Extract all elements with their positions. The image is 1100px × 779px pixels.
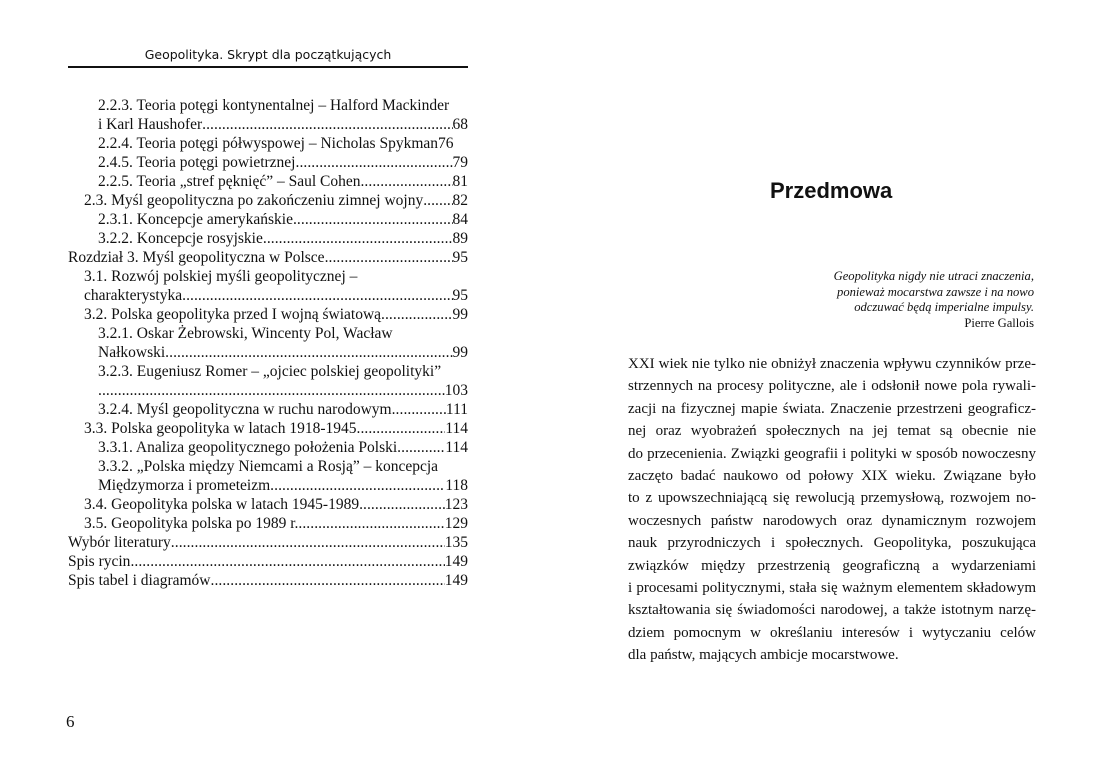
toc-leader-dots bbox=[98, 381, 445, 400]
toc-entry-page: 84 bbox=[452, 211, 468, 228]
toc-entry bbox=[68, 533, 468, 552]
toc-leader-dots bbox=[202, 115, 452, 134]
toc-entry bbox=[68, 115, 468, 134]
toc-entry-page: 68 bbox=[452, 116, 468, 133]
toc-entry-page: 129 bbox=[444, 515, 468, 532]
toc-entry-page: 114 bbox=[445, 420, 468, 437]
toc-entry-title: 2.4.5. Teoria potęgi powietrznej bbox=[98, 154, 296, 171]
toc-entry-page: 79 bbox=[452, 154, 468, 171]
toc-leader-dots bbox=[360, 172, 452, 191]
toc-leader-dots bbox=[165, 343, 452, 362]
toc-entry-title: Spis rycin bbox=[68, 553, 131, 570]
toc-entry bbox=[68, 153, 468, 172]
toc-leader-dots bbox=[392, 400, 446, 419]
toc-entry bbox=[68, 96, 468, 115]
toc-leader-dots bbox=[397, 438, 445, 457]
toc-entry-title: 2.3. Myśl geopolityczna po zakończeniu zimnej wojny bbox=[84, 192, 424, 209]
body-line: związków między przestrzenią geograficzną a wydarzeniami bbox=[628, 557, 1036, 574]
body-line: nej oraz wyobrażeń społecznych na jej temat są obecnie nie bbox=[628, 423, 1036, 440]
toc-entry-title: 2.2.5. Teoria „stref pęknięć” – Saul Cohen bbox=[98, 173, 361, 190]
page-number: 6 bbox=[66, 712, 75, 731]
toc-entry-title: Spis tabel i diagramów bbox=[68, 572, 211, 589]
epigraph-line: ponieważ mocarstwa zawsze i na nowo bbox=[837, 284, 1034, 299]
toc-entry-title: 3.3.2. „Polska między Niemcami a Rosją” – koncepcja bbox=[98, 458, 439, 475]
toc-entry bbox=[68, 457, 468, 476]
toc-entry-title: 3.3.1. Analiza geopolitycznego położenia Polski bbox=[98, 439, 398, 456]
toc-entry-title: Rozdział 3. Myśl geopolityczna w Polsce bbox=[68, 249, 325, 266]
toc-entry bbox=[68, 248, 468, 267]
body-line: to z upowszechniającą się rewolucją przemysłową, rozwojem no- bbox=[628, 490, 1036, 507]
toc-entry-page: 149 bbox=[444, 572, 468, 589]
toc-entry-title: 3.2.1. Oskar Żebrowski, Wincenty Pol, Wacław bbox=[98, 325, 393, 342]
toc-entry bbox=[68, 419, 468, 438]
toc-entry-title: 2.2.3. Teoria potęgi kontynentalnej – Halford Mackinder bbox=[98, 97, 450, 114]
toc-entry-title: 3.2. Polska geopolityka przed I wojną światową bbox=[84, 306, 382, 323]
toc-entry-title: 3.2.4. Myśl geopolityczna w ruchu narodowym bbox=[98, 401, 392, 418]
toc-entry-page: 103 bbox=[444, 382, 468, 399]
toc-entry bbox=[68, 324, 468, 343]
toc-leader-dots bbox=[423, 191, 452, 210]
toc-entry-page: 99 bbox=[452, 306, 468, 323]
body-line: nauk przyrodniczych i społecznych. Geopolityka, poszukująca bbox=[628, 535, 1036, 552]
toc-leader-dots bbox=[211, 571, 445, 590]
toc-entry bbox=[68, 172, 468, 191]
toc-leader-dots bbox=[359, 495, 445, 514]
toc-leader-dots bbox=[293, 210, 453, 229]
body-line: zaczęto badać naukowo od połowy XIX wieku. Związane było bbox=[628, 467, 1036, 484]
toc-entry bbox=[68, 552, 468, 571]
header-rule bbox=[68, 66, 468, 68]
toc-entry-page: 95 bbox=[452, 287, 468, 304]
toc-entry-title: 3.1. Rozwój polskiej myśli geopolitycznej – bbox=[84, 268, 358, 285]
toc-entry bbox=[68, 476, 468, 495]
body-line: dla państw, mających ambicje mocarstwowe. bbox=[628, 647, 899, 664]
running-header: Geopolityka. Skrypt dla początkujących bbox=[144, 47, 392, 62]
toc-entry-page: 118 bbox=[445, 477, 468, 494]
toc-leader-dots bbox=[130, 552, 444, 571]
toc-entry-title: charakterystyka bbox=[84, 287, 183, 304]
toc-entry bbox=[68, 362, 468, 381]
right-page bbox=[550, 0, 1100, 779]
toc-entry bbox=[68, 438, 468, 457]
toc-leader-dots bbox=[381, 305, 452, 324]
toc-leader-dots bbox=[263, 229, 453, 248]
body-line: do przecenienia. Związki geografii i polityki w sposób nowoczesny bbox=[628, 445, 1036, 462]
toc-leader-dots bbox=[171, 533, 445, 552]
toc-entry-title: Międzymorza i prometeizm bbox=[98, 477, 271, 494]
toc-entry-page: 123 bbox=[444, 496, 468, 513]
toc-entry-title: 2.3.1. Koncepcje amerykańskie bbox=[98, 211, 293, 228]
toc-entry bbox=[68, 267, 468, 286]
toc-entry-page: 76 bbox=[438, 135, 454, 152]
toc-entry-title: 2.2.4. Teoria potęgi półwyspowej – Nicholas Spykman bbox=[98, 135, 439, 152]
toc-entry-page: 82 bbox=[452, 192, 468, 209]
toc-entry bbox=[68, 400, 468, 419]
toc-entry bbox=[68, 343, 468, 362]
toc-entry-page: 114 bbox=[445, 439, 468, 456]
body-line: strzennych na procesy polityczne, ale i odsłonił nowe pola rywali- bbox=[628, 378, 1036, 395]
body-line: i procesami politycznymi, stała się ważnym elementem składowym bbox=[628, 579, 1036, 596]
body-line: woczesnych państw narodowych oraz dynamicznym rozwojem bbox=[628, 512, 1036, 529]
toc-entry-title: 3.4. Geopolityka polska w latach 1945-1989 bbox=[84, 496, 360, 513]
toc-entry bbox=[68, 286, 468, 305]
toc-entry-title: 3.2.2. Koncepcje rosyjskie bbox=[98, 230, 263, 247]
toc-leader-dots bbox=[182, 286, 452, 305]
epigraph-line: Geopolityka nigdy nie utraci znaczenia, bbox=[833, 269, 1034, 283]
table-of-contents bbox=[68, 96, 468, 590]
toc-entry-title: Nałkowski bbox=[98, 344, 166, 361]
toc-entry-title: 3.3. Polska geopolityka w latach 1918-1945 bbox=[84, 420, 357, 437]
epigraph-author: Pierre Gallois bbox=[964, 315, 1034, 330]
toc-leader-dots bbox=[270, 476, 445, 495]
toc-entry bbox=[68, 191, 468, 210]
toc-leader-dots bbox=[298, 514, 444, 533]
toc-entry bbox=[68, 495, 468, 514]
toc-leader-dots bbox=[357, 419, 446, 438]
body-line: zacji na fizycznej mapie świata. Znaczenie przestrzeni geograficz- bbox=[628, 400, 1036, 417]
toc-entry-title: Wybór literatury bbox=[68, 534, 171, 551]
toc-entry-page: 111 bbox=[445, 401, 468, 418]
toc-entry bbox=[68, 305, 468, 324]
toc-entry-page: 99 bbox=[452, 344, 468, 361]
toc-entry bbox=[68, 514, 468, 533]
toc-entry bbox=[68, 229, 468, 248]
toc-entry bbox=[68, 134, 468, 153]
toc-entry-page: 135 bbox=[444, 534, 468, 551]
epigraph bbox=[760, 269, 1034, 331]
chapter-title: Przedmowa bbox=[770, 178, 893, 203]
body-line: kształtowania się świadomości narodowej, a także istotnym narzę- bbox=[628, 602, 1036, 619]
body-line: dziem pomocnym w określaniu interesów i wytyczaniu celów bbox=[628, 624, 1036, 641]
toc-entry-page: 149 bbox=[444, 553, 468, 570]
toc-entry-page: 95 bbox=[452, 249, 468, 266]
epigraph-line: odczuwać będą imperialne impulsy. bbox=[854, 300, 1034, 314]
toc-entry bbox=[68, 210, 468, 229]
body-line: XXI wiek nie tylko nie obniżył znaczenia wpływu czynników prze- bbox=[628, 356, 1036, 372]
toc-entry-title: 3.5. Geopolityka polska po 1989 r. bbox=[84, 515, 299, 532]
toc-entry bbox=[68, 571, 468, 590]
body-text bbox=[628, 353, 1036, 666]
toc-entry-page: 89 bbox=[452, 230, 468, 247]
toc-leader-dots bbox=[296, 153, 453, 172]
toc-entry-title: i Karl Haushofer bbox=[98, 116, 203, 133]
toc-entry-title: 3.2.3. Eugeniusz Romer – „ojciec polskiej geopolityki” bbox=[98, 363, 442, 380]
toc-entry bbox=[68, 381, 468, 400]
toc-entry-page: 81 bbox=[452, 173, 468, 190]
toc-leader-dots bbox=[325, 248, 453, 267]
